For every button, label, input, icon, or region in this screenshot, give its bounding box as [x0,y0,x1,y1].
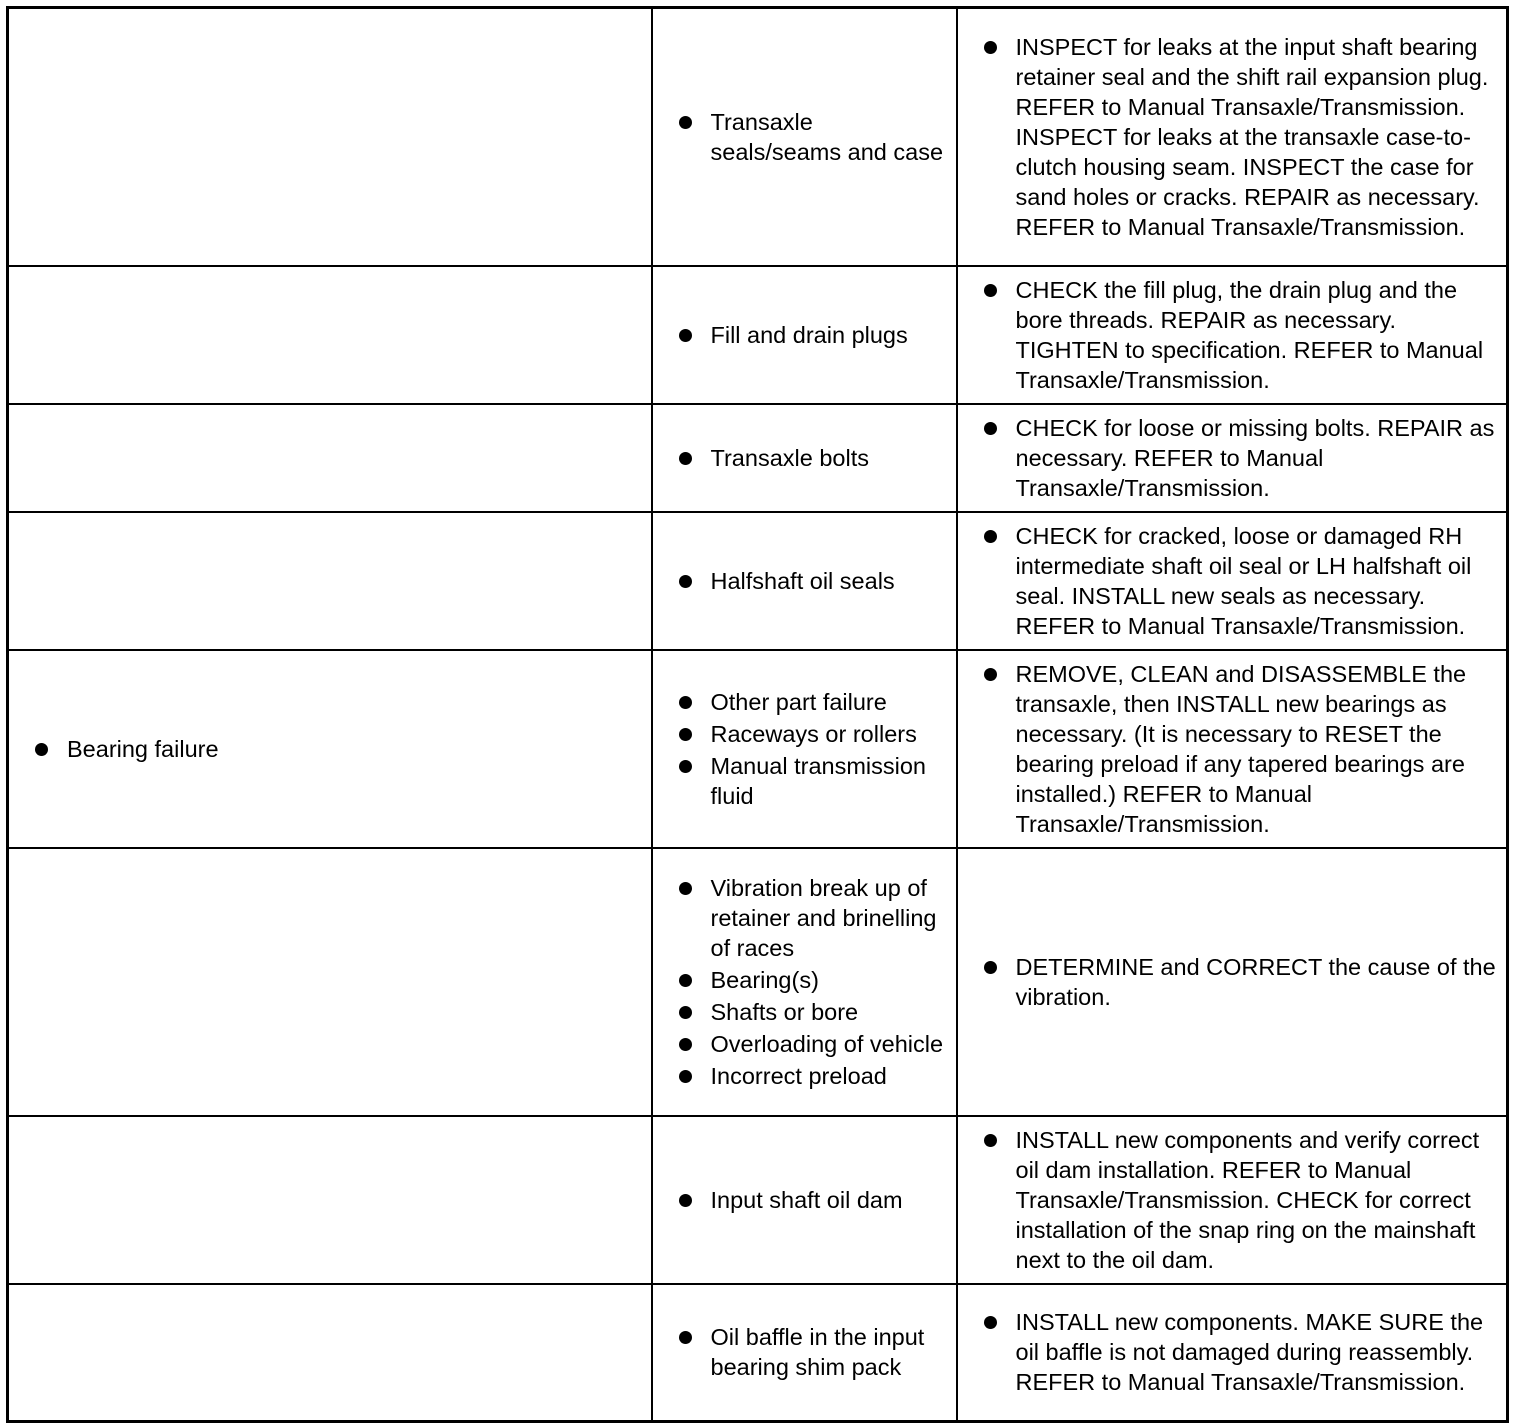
cause-item-list [675,1185,948,1215]
bullet-icon [679,1194,692,1207]
cause-item [675,1029,948,1059]
action-item [980,952,1501,1012]
table-row [8,1284,1508,1422]
bullet-icon [984,41,997,54]
cause-item [675,107,948,167]
bullet-icon [679,1006,692,1019]
action-cell [957,1116,1508,1284]
action-cell [957,8,1508,266]
condition-item [31,734,641,764]
cause-item [675,1185,948,1215]
action-item-list [980,275,1501,395]
cause-item-text: Manual transmission fluid [710,752,927,809]
action-item [980,659,1501,839]
action-item [980,521,1501,641]
condition-cell [8,1116,652,1284]
cause-item-list [675,320,948,350]
bullet-icon [984,284,997,297]
action-item-text: CHECK the fill plug, the drain plug and the bore threads. REPAIR as necessary. TIGHTEN to specification. REFER to Manual Transaxle/Transmission. [1015,276,1484,393]
table-row [8,848,1508,1116]
condition-cell [8,512,652,650]
action-item-list [980,952,1501,1012]
bullet-icon [679,1331,692,1344]
action-cell [957,512,1508,650]
cause-item [675,719,948,749]
cause-cell [652,1284,957,1422]
table-row [8,1116,1508,1284]
cause-cell [652,848,957,1116]
action-item-text: DETERMINE and CORRECT the cause of the vibration. [1015,953,1496,1010]
cause-cell [652,650,957,848]
cause-item [675,965,948,995]
action-item-text: CHECK for loose or missing bolts. REPAIR as necessary. REFER to Manual Transaxle/Transmission. [1015,414,1495,501]
cause-item [675,320,948,350]
bullet-icon [679,882,692,895]
condition-cell [8,266,652,404]
bullet-icon [679,696,692,709]
cause-cell [652,404,957,512]
action-cell [957,848,1508,1116]
cause-item-list [675,443,948,473]
diagnosis-table [6,6,1509,1423]
bullet-icon [679,728,692,741]
cause-item-text: Oil baffle in the input bearing shim pack [710,1324,925,1381]
bullet-icon [984,668,997,681]
cause-cell [652,8,957,266]
cause-item-text: Input shaft oil dam [710,1186,903,1213]
action-item-list [980,32,1501,242]
bullet-icon [679,452,692,465]
cause-item-list [675,1322,948,1382]
action-cell [957,266,1508,404]
cause-item-list [675,687,948,811]
table-row [8,8,1508,266]
action-item-list [980,413,1501,503]
cause-item-text: Transaxle bolts [710,444,869,471]
action-item [980,32,1501,242]
cause-item-text: Bearing(s) [710,966,819,993]
bullet-icon [679,116,692,129]
cause-item-list [675,873,948,1091]
condition-cell [8,650,652,848]
bullet-icon [679,575,692,588]
bullet-icon [984,1316,997,1329]
table-row [8,512,1508,650]
cause-item [675,751,948,811]
action-item-text: REMOVE, CLEAN and DISASSEMBLE the transaxle, then INSTALL new bearings as necessary. (It is necessary to RESET the bearing preload if any tapered bearings are installed.) REFER to Manual Transaxle/Transmission. [1015,660,1467,837]
cause-item-text: Incorrect preload [710,1062,887,1089]
cause-item-text: Halfshaft oil seals [710,567,895,594]
action-item-list [980,1125,1501,1275]
condition-item-list [31,734,641,764]
cause-cell [652,266,957,404]
cause-item-text: Fill and drain plugs [710,321,908,348]
bullet-icon [984,1134,997,1147]
action-item-list [980,659,1501,839]
action-item-list [980,1307,1501,1397]
cause-item-text: Other part failure [710,688,887,715]
cause-item [675,1322,948,1382]
action-item-text: INSTALL new components. MAKE SURE the oil baffle is not damaged during reassembly. REFER to Manual Transaxle/Transmission. [1015,1309,1484,1396]
condition-cell [8,404,652,512]
condition-cell [8,8,652,266]
action-cell [957,404,1508,512]
table-body [8,8,1508,1422]
cause-cell [652,512,957,650]
condition-item-text: Bearing failure [67,735,219,762]
cause-item [675,997,948,1027]
cause-item-text: Raceways or rollers [710,720,917,747]
condition-cell [8,1284,652,1422]
cause-item-list [675,566,948,596]
cause-cell [652,1116,957,1284]
action-item [980,275,1501,395]
cause-item [675,566,948,596]
action-item-list [980,521,1501,641]
action-item-text: CHECK for cracked, loose or damaged RH intermediate shaft oil seal or LH halfshaft oil seal. INSTALL new seals as necessary. REFER to Manual Transaxle/Transmission. [1015,522,1472,639]
cause-item [675,443,948,473]
bullet-icon [984,530,997,543]
cause-item [675,1061,948,1091]
cause-item-text: Overloading of vehicle [710,1030,944,1057]
bullet-icon [984,961,997,974]
bullet-icon [35,743,48,756]
action-item-text: INSPECT for leaks at the input shaft bearing retainer seal and the shift rail expansion plug. REFER to Manual Transaxle/Transmission. INSPECT for leaks at the transaxle case-to-clutch housing seam. INSPECT the case for sand holes or cracks. REPAIR as necessary. REFER to Manual Transaxle/Transmission. [1015,33,1489,240]
cause-item-text: Transaxle seals/seams and case [710,108,944,165]
bullet-icon [984,422,997,435]
table-row [8,404,1508,512]
bullet-icon [679,1038,692,1051]
bullet-icon [679,760,692,773]
bullet-icon [679,1070,692,1083]
cause-item-text: Shafts or bore [710,998,859,1025]
cause-item [675,873,948,963]
action-cell [957,1284,1508,1422]
action-item-text: INSTALL new components and verify correct oil dam installation. REFER to Manual Transaxle/Transmission. CHECK for correct installation of the snap ring on the mainshaft next to the oil dam. [1015,1126,1480,1273]
table-row [8,266,1508,404]
bullet-icon [679,974,692,987]
cause-item [675,687,948,717]
table-row [8,650,1508,848]
cause-item-list [675,107,948,167]
action-item [980,1125,1501,1275]
bullet-icon [679,329,692,342]
action-item [980,1307,1501,1397]
action-item [980,413,1501,503]
action-cell [957,650,1508,848]
cause-item-text: Vibration break up of retainer and brinelling of races [710,874,937,961]
condition-cell [8,848,652,1116]
